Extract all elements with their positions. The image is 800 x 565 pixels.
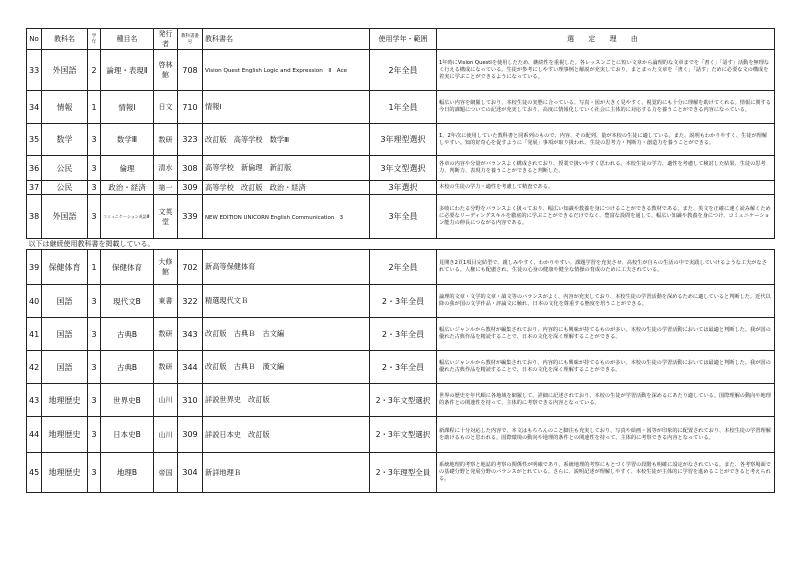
cell-subject: 国語 [42, 318, 88, 351]
cell-reason: 系統地理的考察と地誌的考察の関係性が明確であり、系統地理的考察にもとづく学習の段階も明確に設定がなされている。また、各考察場面での基礎分野と発展分野のバランスがとれている。さらに、説明記述が理解しやすく、本校生徒が主体的に学習を進めることができると考えられる。 [437, 453, 775, 493]
cell-no: 38 [27, 195, 42, 239]
cell-no: 42 [27, 351, 42, 384]
cell-usage: 2・3年全員 [370, 351, 437, 384]
cell-usage: 3年選択 [370, 181, 437, 195]
cell-no: 34 [27, 91, 42, 124]
cell-usage: 2年全員 [370, 250, 437, 285]
cell-no: 39 [27, 250, 42, 285]
cell-no: 41 [27, 318, 42, 351]
cell-code: 343 [178, 318, 203, 351]
cell-usage: 2・3年理型全員 [370, 453, 437, 493]
cell-subject: 公民 [42, 156, 88, 181]
cell-grade: 3 [88, 195, 101, 239]
table-row [27, 156, 775, 181]
cell-code: 323 [178, 124, 203, 156]
cell-book: 改訂版 古典Ｂ 古文編 [203, 318, 370, 351]
cell-publisher: 清水 [154, 156, 178, 181]
cell-type: 世界史B [101, 384, 154, 417]
table-row [27, 50, 775, 91]
cell-grade: 2 [88, 50, 101, 91]
cell-subject: 公民 [42, 181, 88, 195]
cell-type: 日本史B [101, 417, 154, 453]
cell-no: 40 [27, 285, 42, 318]
cell-subject: 地理歴史 [42, 453, 88, 493]
cell-book: 高等学校 改訂版 政治・経済 [203, 181, 370, 195]
cell-code: 710 [178, 91, 203, 124]
header-usage: 使用学年・範囲 [370, 29, 437, 50]
table-row [27, 417, 775, 453]
table-row [27, 318, 775, 351]
cell-book: 新高等保健体育 [203, 250, 370, 285]
cell-subject: 数学 [42, 124, 88, 156]
cell-reason: 1年時にVision QuestⅠを使用したため、継続性を重視した。各レッスンごとに短い文章から論理的な文章までを「書く」「話す」活動を無理なく行える構成になっている。生徒が参考にしやすい理事例と解説が充実しており、まとまった文章を「書く」「話す」ために必要な文の構成を着実に学ぶことができるようになっている。 [437, 50, 775, 91]
cell-grade: 3 [88, 453, 101, 493]
cell-grade: 1 [88, 250, 101, 285]
cell-code: 339 [178, 195, 203, 239]
cell-usage: 2・3年全員 [370, 285, 437, 318]
table-row [27, 384, 775, 417]
cell-book: 高等学校 新倫理 新訂版 [203, 156, 370, 181]
header-book: 教科書名 [203, 29, 370, 50]
cell-reason: 幅広い内容を網羅しており、本校生徒の実態に合っている。写真・図が大きく見やすく、視覚的にも十分に理解を助けてくれる。情報に関する今日的課題についての記述が充実しており、高度に情報化していく社会に主体的に対応する力を養うことができる内容になっている。 [437, 91, 775, 124]
cell-grade: 3 [88, 285, 101, 318]
cell-publisher: 東書 [154, 285, 178, 318]
cell-grade: 3 [88, 156, 101, 181]
cell-no: 45 [27, 453, 42, 493]
cell-subject: 国語 [42, 285, 88, 318]
continued-use-note: 以下は継続使用教科書を掲載している。 [28, 240, 155, 248]
cell-code: 310 [178, 384, 203, 417]
cell-publisher: 文英堂 [154, 195, 178, 239]
header-row [27, 29, 775, 50]
cell-book: 改訂版 高等学校 数学Ⅲ [203, 124, 370, 156]
cell-publisher: 第一 [154, 181, 178, 195]
cell-publisher: 大修館 [154, 250, 178, 285]
cell-reason: 幅広いジャンルから教材が編集されており、内容的にも興味が持てるものが多い。本校の生徒の学習活動においては最適と判断した。我が国の優れた古典作品を精読することで、日本の文化を深く理解することができる。 [437, 351, 775, 384]
cell-type: 論理・表現Ⅱ [101, 50, 154, 91]
cell-reason: 世界の歴史を年代順に各地域を網羅して、詳細に記述されており、本校の生徒が学習活動を深めるにあたり適している。国際理解の動向や地理的条件との関連性を持って、主体的に考察できる内容となっている。 [437, 384, 775, 417]
cell-grade: 3 [88, 181, 101, 195]
cell-book: 精選現代文Ｂ [203, 285, 370, 318]
cell-reason: 各章の内容や分量がバランスよく構成されており、授業で扱いやすく思われる。本校生徒の学力、適性を考慮して検討した結果、生徒の思考力、判断力、表現力を養うことができると判断した。 [437, 156, 775, 181]
cell-code: 344 [178, 351, 203, 384]
cell-usage: 2・3年文型選択 [370, 384, 437, 417]
cell-reason: 1，2年次に使用していた教科書と同系列のもので、内容、その配列、量が本校の生徒に適している。また、説明もわかりやすく、生徒が理解しやすい。知的好奇心を促すように「発展」事項が取り扱われ、生徒の思考力・判断力・創造力を養うことができる。 [437, 124, 775, 156]
table-row [27, 351, 775, 384]
header-subject: 教科名 [42, 29, 88, 50]
cell-subject: 保健体育 [42, 250, 88, 285]
cell-type: 政治・経済 [101, 181, 154, 195]
cell-code: 702 [178, 250, 203, 285]
table-row [27, 91, 775, 124]
cell-type: コミュニケーション英語Ⅲ [101, 195, 154, 239]
cell-usage: 3年文型選択 [370, 156, 437, 181]
cell-reason: 新課程に十分対応した内容で、本文はもちろんのこと脚注も充実しており、写真や絵画・図等が印象的に配置されており、本校生徒の学習理解を助けるものと思われる。国際環境の動向や地理的条件との関連性を持って、主体的に考察できる内容となっている。 [437, 417, 775, 453]
cell-type: 数学Ⅲ [101, 124, 154, 156]
cell-no: 36 [27, 156, 42, 181]
cell-code: 304 [178, 453, 203, 493]
table-row [27, 124, 775, 156]
cell-reason: 見開き2頁1項目完結型で、親しみやすく、わかりやすい。課題学習を充実させ、高校生が自らの生活の中で実践していけるような工夫がなされている。人権にも配慮され、生徒の心身の健康や健全な情操の育成のために工夫されている。 [437, 250, 775, 285]
cell-code: 309 [178, 417, 203, 453]
cell-subject: 外国語 [42, 195, 88, 239]
cell-type: 現代文B [101, 285, 154, 318]
table-row [27, 195, 775, 239]
cell-usage: 3年全員 [370, 195, 437, 239]
cell-grade: 3 [88, 318, 101, 351]
cell-reason: 幅広いジャンルから教材が編集されており、内容的にも興味が持てるものが多い。本校の生徒の学習活動においては最適と判断した。我が国の優れた古典作品を精読することで、日本の文化を深く理解することができる。 [437, 318, 775, 351]
cell-grade: 3 [88, 384, 101, 417]
cell-publisher: 数研 [154, 124, 178, 156]
cell-reason: 本校の生徒の学力・適性を考慮して精査である。 [437, 181, 775, 195]
cell-publisher: 帝国 [154, 453, 178, 493]
cell-grade: 1 [88, 91, 101, 124]
cell-no: 33 [27, 50, 42, 91]
cell-type: 古典B [101, 351, 154, 384]
header-no: No [27, 29, 42, 50]
cell-type: 地理B [101, 453, 154, 493]
cell-book: NEW EDITION UNICORN English Communication 3 [203, 195, 370, 239]
cell-code: 708 [178, 50, 203, 91]
cell-reason: 多岐にわたる分野をバランスよく扱っており、幅広い知識や教養を身につけることができる教材である。また、英文を正確に速く読み解くために必要なリーディングスキルを徹底的に学ぶことができるだけでなく、豊富な設問を通して、幅広い知識や教養を身につけ、コミュニケーション能力の伸長につながる内容である。 [437, 195, 775, 239]
textbook-selection-table [26, 28, 775, 493]
cell-book: 新詳地理Ｂ [203, 453, 370, 493]
cell-code: 309 [178, 181, 203, 195]
header-grade: 学年 [88, 29, 101, 50]
cell-grade: 3 [88, 351, 101, 384]
cell-no: 43 [27, 384, 42, 417]
cell-usage: 3年理型選択 [370, 124, 437, 156]
cell-subject: 情報 [42, 91, 88, 124]
cell-publisher: 数研 [154, 318, 178, 351]
cell-book: 詳説世界史 改訂版 [203, 384, 370, 417]
cell-book: 改訂版 古典Ｂ 漢文編 [203, 351, 370, 384]
cell-grade: 3 [88, 124, 101, 156]
table-row [27, 453, 775, 493]
cell-subject: 地理歴史 [42, 417, 88, 453]
cell-book: Vision Quest English Logic and Expression Ⅱ Ace [203, 50, 370, 91]
cell-publisher: 山川 [154, 384, 178, 417]
cell-subject: 国語 [42, 351, 88, 384]
table-row [27, 181, 775, 195]
cell-reason: 論理的文章・文学的文章・韻文等のバランスがよく、内容が充実しており、本校生徒の学習活動を深めるために適していると判断した。近代以降の我が国の文学作品・評論文に触れ、日本の文化を尊重する態度を培うことができる。 [437, 285, 775, 318]
table-row [27, 285, 775, 318]
header-publisher: 発行者 [154, 29, 178, 50]
cell-no: 44 [27, 417, 42, 453]
cell-type: 保健体育 [101, 250, 154, 285]
cell-usage: 1年全員 [370, 91, 437, 124]
header-code: 教科書番号 [178, 29, 203, 50]
cell-usage: 2・3年文型選択 [370, 417, 437, 453]
header-reason: 選 定 理 由 [437, 29, 775, 50]
note-row [27, 239, 775, 250]
header-type: 種目名 [101, 29, 154, 50]
cell-publisher: 数研 [154, 351, 178, 384]
cell-no: 35 [27, 124, 42, 156]
cell-usage: 2・3年全員 [370, 318, 437, 351]
cell-publisher: 日文 [154, 91, 178, 124]
cell-subject: 地理歴史 [42, 384, 88, 417]
cell-grade: 3 [88, 417, 101, 453]
cell-code: 308 [178, 156, 203, 181]
cell-book: 詳説日本史 改訂版 [203, 417, 370, 453]
table-row [27, 250, 775, 285]
cell-publisher: 山川 [154, 417, 178, 453]
cell-book: 情報Ⅰ [203, 91, 370, 124]
cell-subject: 外国語 [42, 50, 88, 91]
cell-type: 古典B [101, 318, 154, 351]
cell-usage: 2年全員 [370, 50, 437, 91]
cell-no: 37 [27, 181, 42, 195]
cell-type: 情報Ⅰ [101, 91, 154, 124]
cell-type: 倫理 [101, 156, 154, 181]
cell-publisher: 啓林館 [154, 50, 178, 91]
cell-code: 322 [178, 285, 203, 318]
